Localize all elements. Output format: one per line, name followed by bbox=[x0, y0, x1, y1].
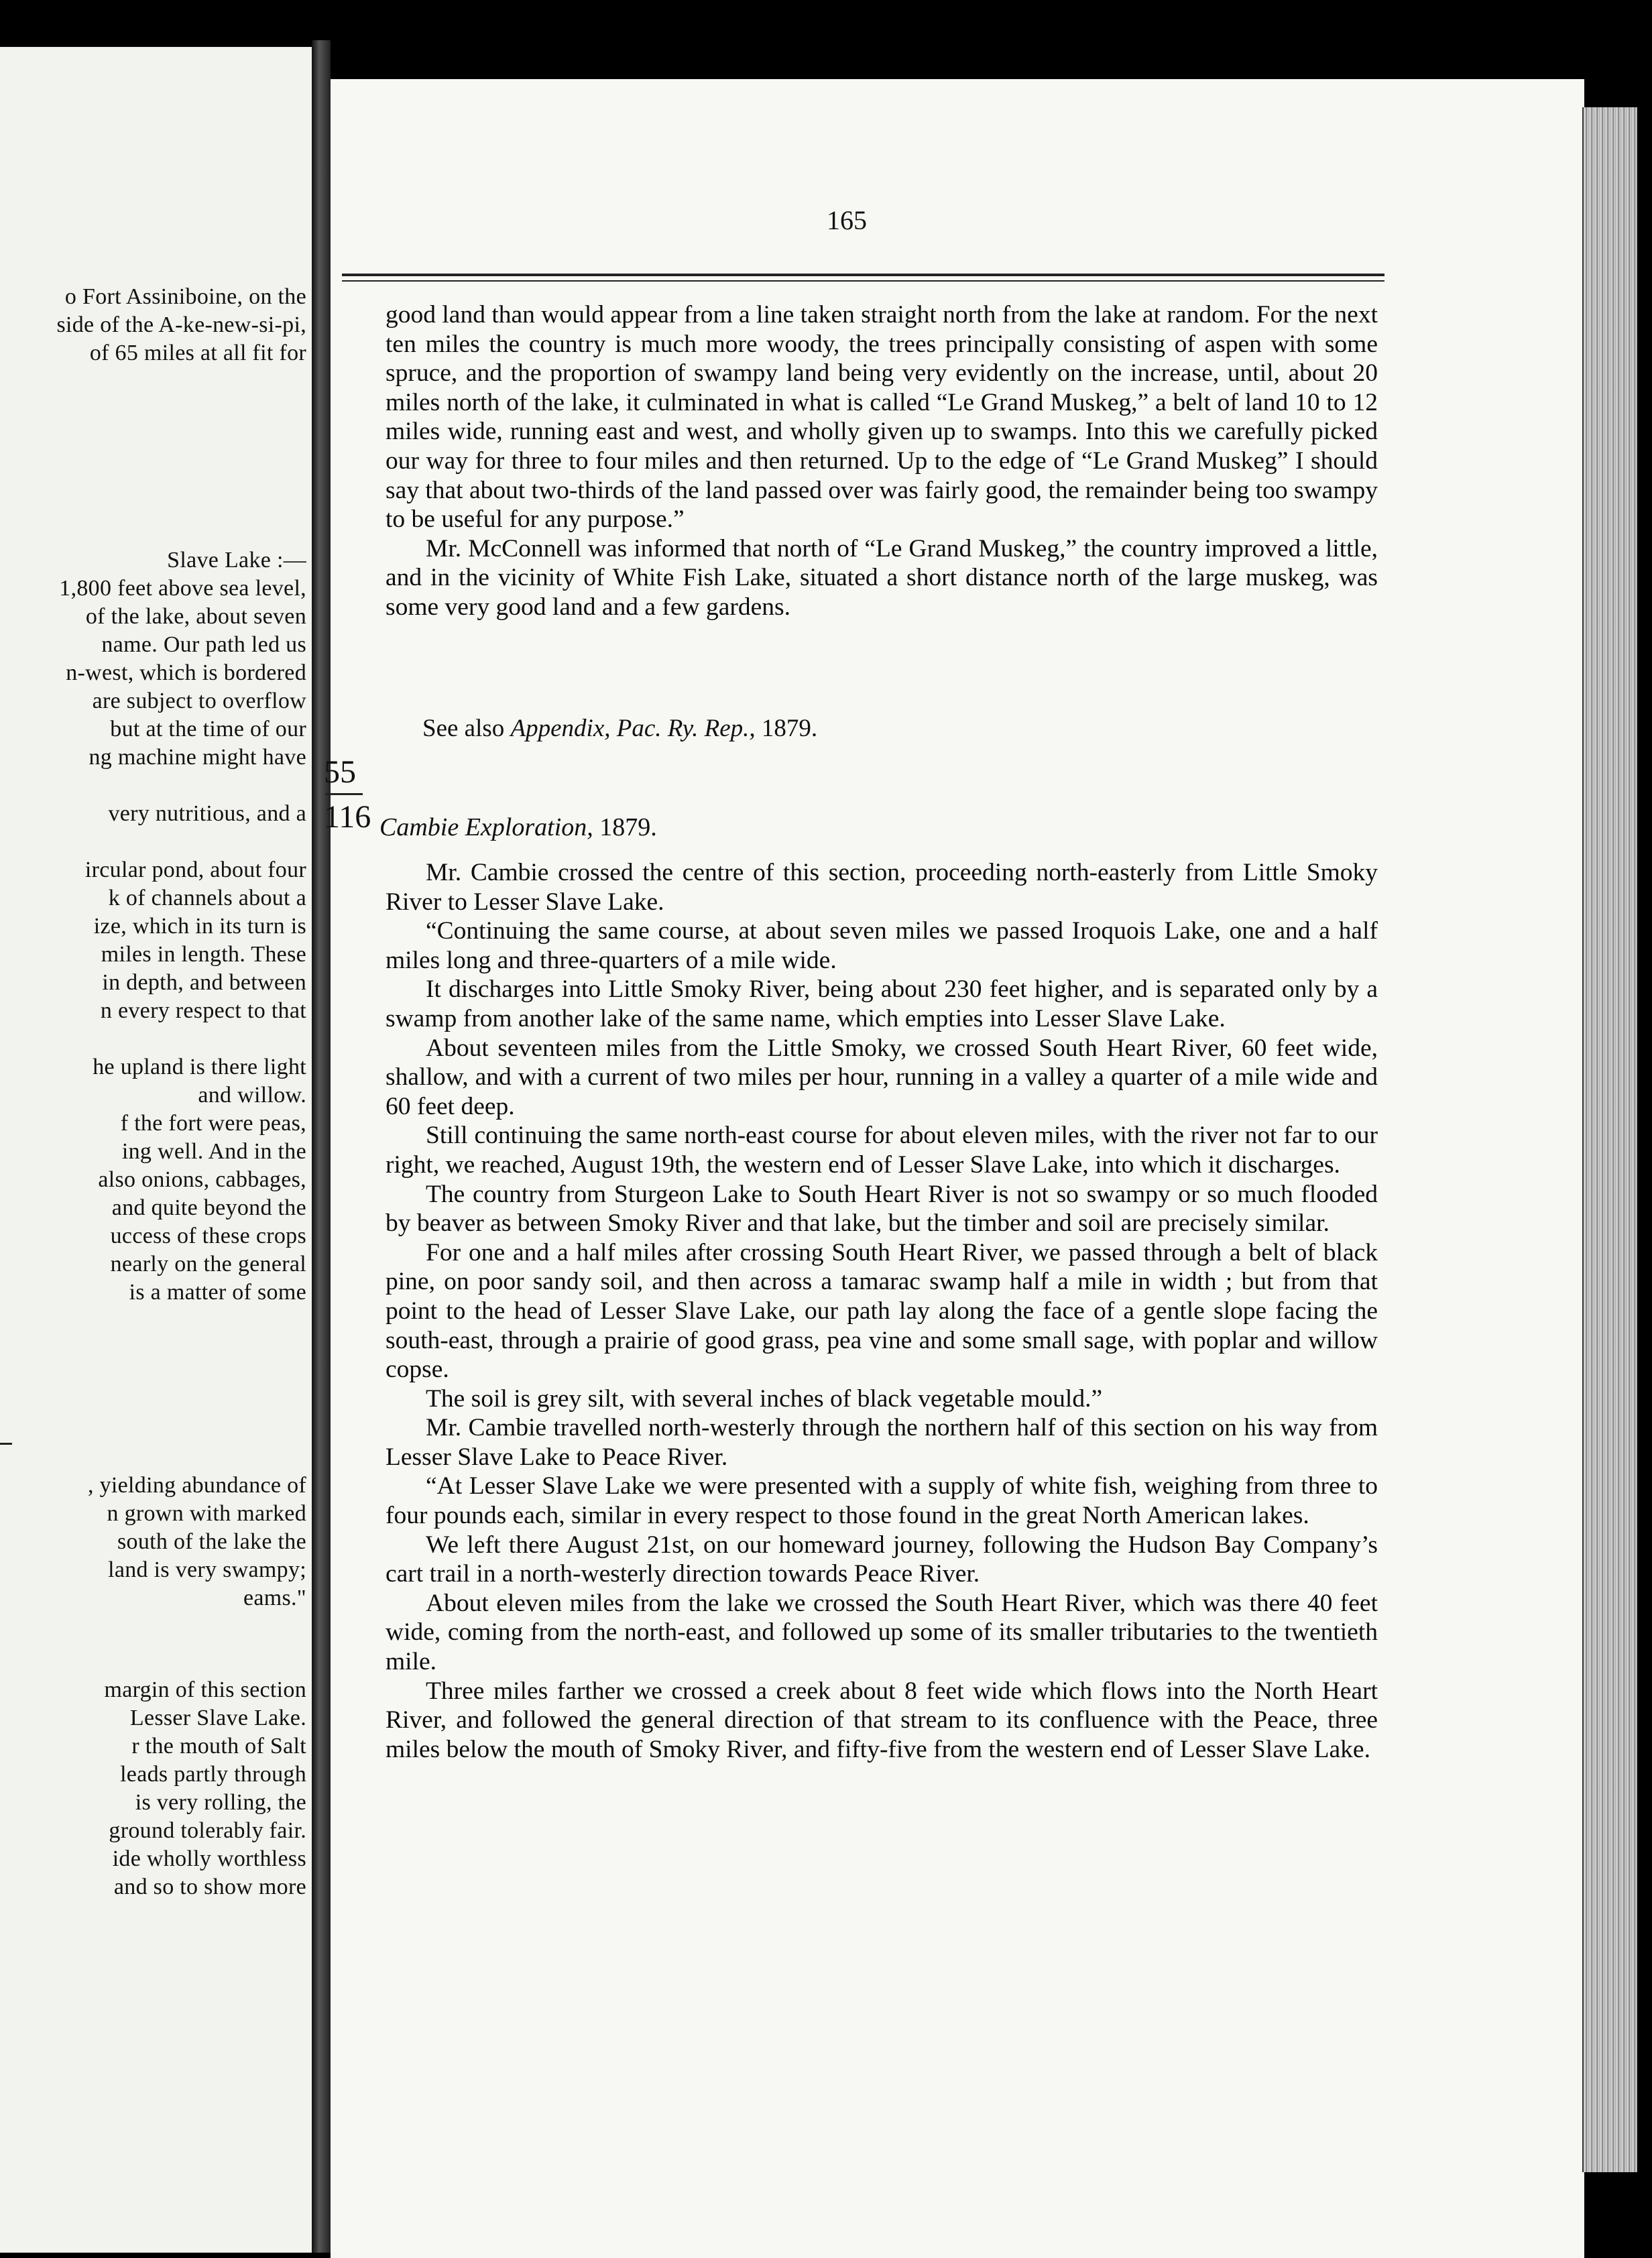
left-line: and so to show more bbox=[113, 1875, 306, 1899]
section-heading bbox=[379, 813, 657, 842]
header-rule-thin bbox=[342, 280, 1384, 282]
left-line: of the lake, about seven bbox=[85, 604, 306, 629]
left-line: margin of this section bbox=[104, 1677, 306, 1702]
paragraph: “Continuing the same course, at about seven miles we passed Iroquois Lake, one and a half miles long and three-quarters of a mile wide. bbox=[386, 917, 1378, 974]
left-line: leads partly through bbox=[120, 1762, 306, 1787]
left-line: south of the lake the bbox=[117, 1529, 306, 1554]
left-page-block-3 bbox=[0, 1472, 306, 1612]
left-line: ide wholly worthless bbox=[112, 1846, 306, 1871]
left-line: 1,800 feet above sea level, bbox=[59, 576, 306, 601]
see-also-prefix: See also bbox=[422, 715, 505, 742]
left-line: uccess of these crops bbox=[110, 1224, 306, 1248]
see-also-year: 1879. bbox=[761, 715, 818, 742]
left-line: ing well. And in the bbox=[121, 1139, 306, 1164]
left-line: he upland is there light bbox=[93, 1055, 306, 1079]
left-line: are subject to overflow bbox=[92, 689, 306, 713]
see-also-reference bbox=[422, 714, 817, 743]
margin-note-top: 55 bbox=[324, 754, 356, 790]
left-line: o Fort Assiniboine, on the bbox=[64, 284, 306, 309]
left-line: k of channels about a bbox=[108, 886, 306, 910]
section-heading-year: 1879. bbox=[599, 813, 657, 841]
left-line bbox=[0, 1025, 306, 1053]
left-line: name. Our path led us bbox=[101, 632, 306, 657]
paragraph: Three miles farther we crossed a creek about 8 feet wide which flows into the North Heart River, and followed the general direction of that stream to its confluence with the Peace, three miles below the mouth of Smoky River, and fifty-five from the western end of Lesser Slave Lake. bbox=[386, 1677, 1378, 1763]
left-line bbox=[0, 772, 306, 800]
paragraph: Mr. Cambie travelled north-westerly through the northern half of this section on his way from Lesser Slave Lake to Peace River. bbox=[386, 1414, 1378, 1471]
paragraph: Mr. McConnell was informed that north of “Le Grand Muskeg,” the country improved a little, and in the vicinity of White Fish Lake, situated a short distance north of the large muskeg, was some very good land and a few gardens. bbox=[386, 534, 1378, 621]
paragraph: The country from Sturgeon Lake to South Heart River is not so swampy or so much flooded by beaver as between Smoky River and that lake, but the timber and soil are precisely similar. bbox=[386, 1180, 1378, 1238]
left-line: eams." bbox=[243, 1586, 306, 1610]
left-line bbox=[0, 828, 306, 856]
main-text-block bbox=[386, 858, 1378, 1764]
paragraph: For one and a half miles after crossing South Heart River, we passed through a belt of black pine, on poor sandy soil, and then across a tamarac swamp half a mile in width ; but from that point to the head of Lesser Slave Lake, our path lay along the face of a gentle slope facing the south-east, through a prairie of good grass, pea vine and some small sage, with poplar and willow copse. bbox=[386, 1238, 1378, 1384]
left-page-block-2 bbox=[0, 546, 306, 1307]
left-line: r the mouth of Salt bbox=[131, 1734, 306, 1759]
left-page-block-1 bbox=[0, 283, 306, 367]
left-page-block-4 bbox=[0, 1676, 306, 1901]
top-text-block bbox=[386, 300, 1378, 622]
left-page-fragment bbox=[0, 47, 314, 2253]
paragraph: It discharges into Little Smoky River, being about 230 feet higher, and is separated only by a swamp from another lake of the same name, which empties into Lesser Slave Lake. bbox=[386, 975, 1378, 1032]
left-line: Lesser Slave Lake. bbox=[129, 1706, 306, 1730]
left-line: also onions, cabbages, bbox=[98, 1167, 306, 1192]
left-line: n-west, which is bordered bbox=[66, 660, 306, 685]
left-line: ircular pond, about four bbox=[84, 857, 306, 882]
margin-note-rule bbox=[325, 793, 363, 795]
paragraph: good land than would appear from a line taken straight north from the lake at random. For the next ten miles the country is much more woody, the trees principally consisting of aspen with some spruce, and the proportion of swampy land being very evidently on the increase, until, about 20 miles north of the lake, it culminated in what is called “Le Grand Muskeg,” a belt of land 10 to 12 miles wide, running east and west, and wholly given up to swamps. Into this we carefully picked our way for three to four miles and then returned. Up to the edge of “Le Grand Muskeg” I should say that about two-thirds of the land passed over was fairly good, the remainder being too swampy to be useful for any purpose.” bbox=[386, 301, 1378, 534]
paragraph: About seventeen miles from the Little Smoky, we crossed South Heart River, 60 feet wide, shallow, and with a current of two miles per hour, running in a valley a quarter of a mile wide and 60 feet deep. bbox=[386, 1034, 1378, 1120]
left-line: but at the time of our bbox=[110, 717, 306, 741]
paragraph: Mr. Cambie crossed the centre of this section, proceeding north-easterly from Little Smoky River to Lesser Slave Lake. bbox=[386, 859, 1378, 916]
left-line: is a matter of some bbox=[129, 1280, 306, 1305]
left-line: ize, which in its turn is bbox=[93, 914, 306, 939]
left-line: and willow. bbox=[198, 1083, 306, 1108]
left-line: of 65 miles at all fit for bbox=[89, 341, 306, 365]
left-line: miles in length. These bbox=[101, 942, 306, 967]
left-line: n every respect to that bbox=[100, 998, 306, 1023]
see-also-citation: Appendix, Pac. Ry. Rep., bbox=[510, 715, 756, 742]
margin-note-bottom: 116 bbox=[324, 799, 371, 835]
left-line: , yielding abundance of bbox=[87, 1473, 306, 1498]
header-rule bbox=[342, 274, 1384, 276]
paragraph: We left there August 21st, on our homeward journey, following the Hudson Bay Company’s cart trail in a north-westerly direction towards Peace River. bbox=[386, 1531, 1378, 1588]
page-number: 165 bbox=[827, 205, 867, 235]
left-line: very nutritious, and a bbox=[108, 801, 306, 826]
left-line: ground tolerably fair. bbox=[109, 1818, 306, 1843]
left-line: side of the A-ke-new-si-pi, bbox=[56, 312, 306, 337]
left-line: nearly on the general bbox=[110, 1252, 306, 1276]
paragraph: “At Lesser Slave Lake we were presented with a supply of white fish, weighing from three to four pounds each, similar in every respect to those found in the great North American lakes. bbox=[386, 1472, 1378, 1530]
left-line: n grown with marked bbox=[107, 1501, 306, 1526]
paragraph: About eleven miles from the lake we crossed the South Heart River, which was there 40 feet wide, coming from the north-east, and followed up some of its smaller tributaries to the twentieth mile. bbox=[386, 1589, 1378, 1676]
left-page-dash bbox=[0, 1443, 12, 1445]
book-gutter bbox=[312, 40, 331, 2253]
left-line: land is very swampy; bbox=[108, 1557, 306, 1582]
left-line: is very rolling, the bbox=[135, 1790, 306, 1815]
left-line: ng machine might have bbox=[88, 745, 306, 770]
paragraph: The soil is grey silt, with several inches of black vegetable mould.” bbox=[426, 1384, 1103, 1413]
page-edges bbox=[1582, 107, 1637, 2172]
left-line: f the fort were peas, bbox=[120, 1111, 306, 1136]
left-line: Slave Lake :— bbox=[167, 548, 306, 573]
left-line: and quite beyond the bbox=[111, 1195, 306, 1220]
paragraph: Still continuing the same north-east course for about eleven miles, with the river not far to our right, we reached, August 19th, the western end of Lesser Slave Lake, into which it discharges. bbox=[386, 1122, 1378, 1179]
left-line: in depth, and between bbox=[102, 970, 306, 995]
section-heading-title: Cambie Exploration, bbox=[379, 813, 593, 841]
